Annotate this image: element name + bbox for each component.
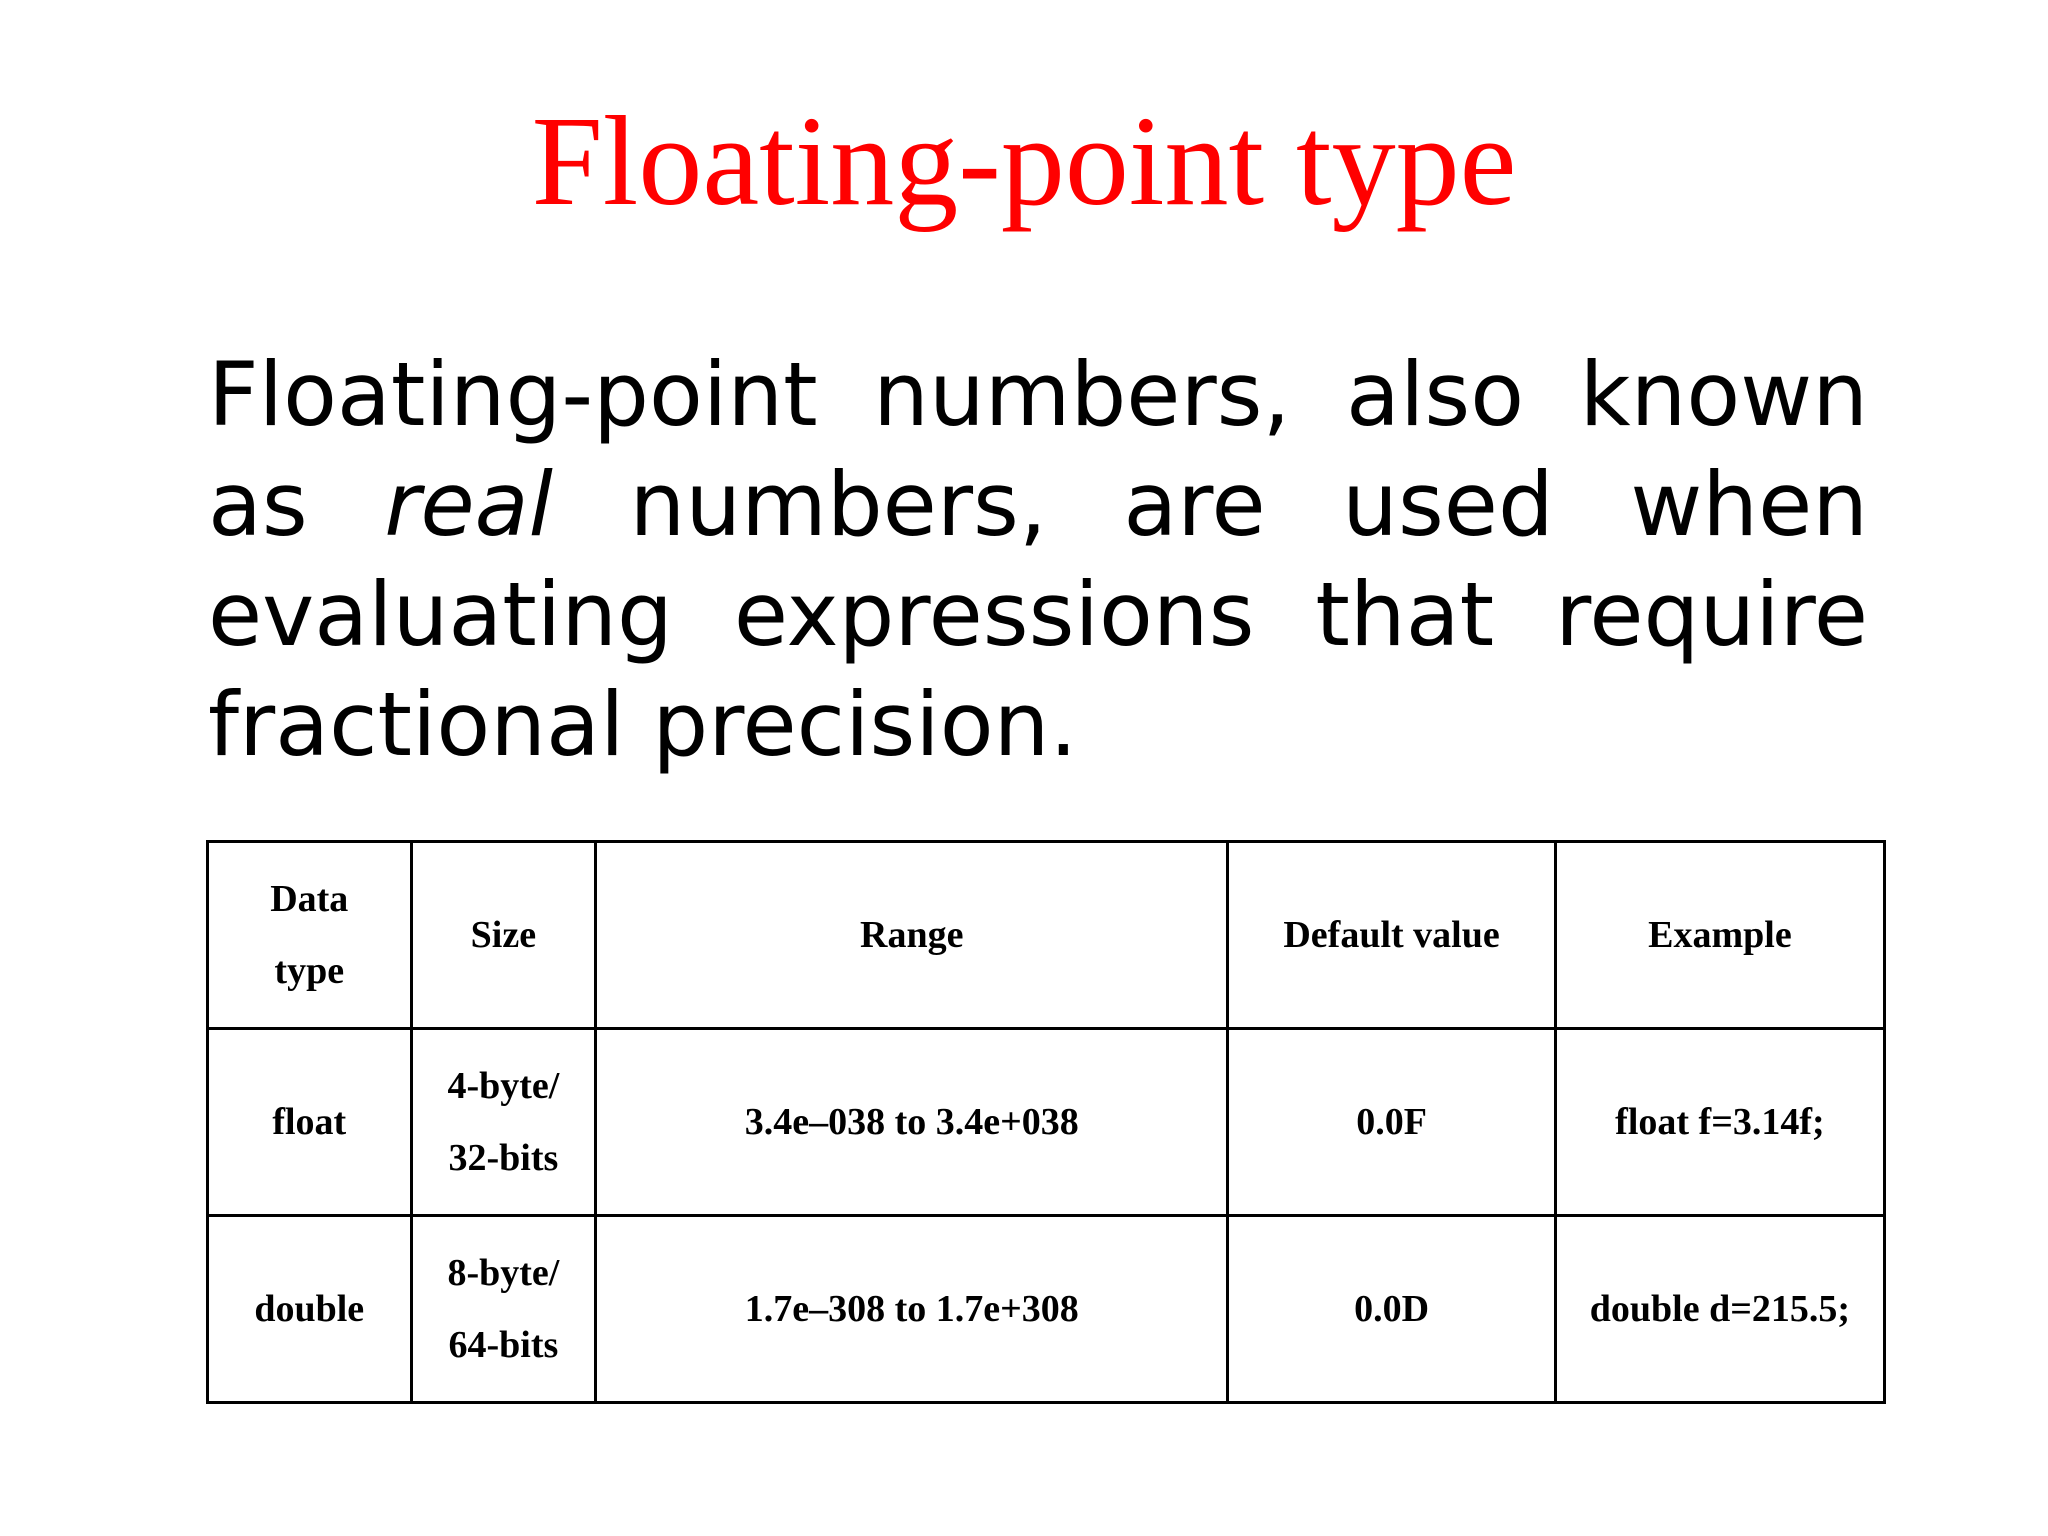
paragraph-emphasis: real: [384, 453, 554, 556]
cell-size-line-1: 4-byte/: [447, 1065, 560, 1107]
cell-range: 1.7e–308 to 1.7e+308: [596, 1216, 1228, 1403]
slide-title: Floating-point type: [531, 90, 1517, 232]
cell-size-line-2: 64-bits: [448, 1324, 559, 1366]
cell-size: [411, 1216, 596, 1403]
cell-size-line-2: 32-bits: [448, 1137, 559, 1179]
floating-point-table: [206, 840, 1886, 1404]
paragraph-part-1: Floating-point numbers, also known as: [208, 343, 1868, 556]
header-data-type: [208, 842, 412, 1029]
header-range: Range: [596, 842, 1228, 1029]
header-data-type-line-1: Data: [270, 878, 349, 920]
cell-size: [411, 1029, 596, 1216]
cell-data-type: float: [208, 1029, 412, 1216]
header-default-value: Default value: [1228, 842, 1556, 1029]
cell-default-value: 0.0D: [1228, 1216, 1556, 1403]
cell-range: 3.4e–038 to 3.4e+038: [596, 1029, 1228, 1216]
cell-example: float f=3.14f;: [1555, 1029, 1884, 1216]
cell-default-value: 0.0F: [1228, 1029, 1556, 1216]
header-data-type-line-2: type: [274, 950, 345, 992]
paragraph-part-2: numbers, are used when evaluating expressions that require fractional precision.: [208, 453, 1868, 776]
table-row: [208, 1216, 1885, 1403]
table-header-row: [208, 842, 1885, 1029]
body-paragraph: [208, 340, 1868, 780]
table-row: [208, 1029, 1885, 1216]
header-size: Size: [411, 842, 596, 1029]
cell-data-type: double: [208, 1216, 412, 1403]
cell-size-line-1: 8-byte/: [447, 1252, 560, 1294]
cell-example: double d=215.5;: [1555, 1216, 1884, 1403]
header-example: Example: [1555, 842, 1884, 1029]
